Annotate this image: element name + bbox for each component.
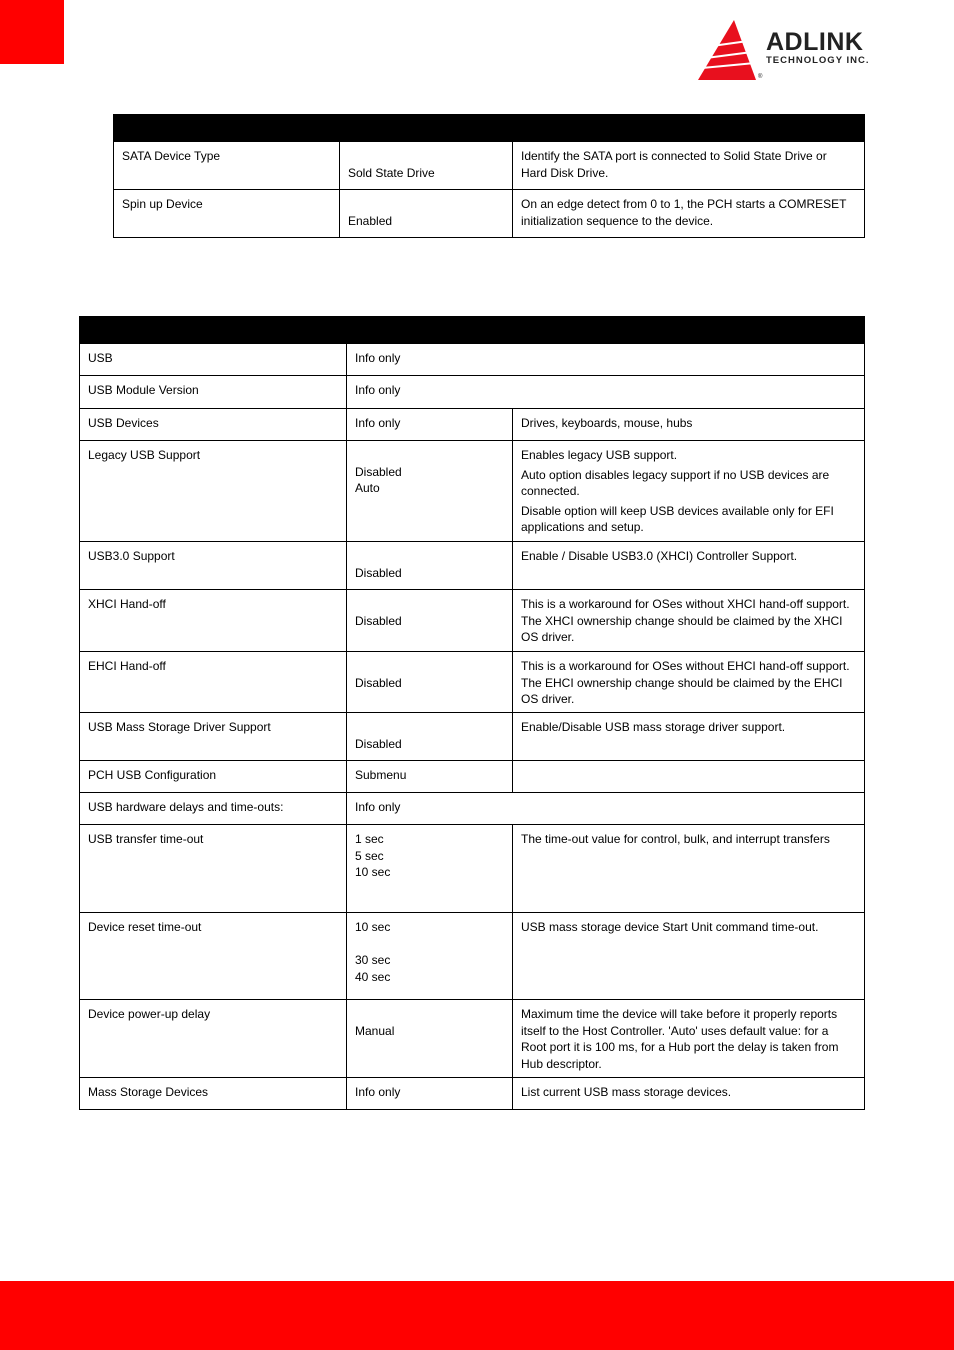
table-row — [114, 190, 865, 238]
options-cell — [347, 913, 513, 1000]
options-cell — [347, 542, 513, 590]
options-cell — [347, 344, 865, 376]
table-row — [80, 590, 865, 652]
sata-settings-table — [113, 114, 865, 238]
options-cell — [347, 713, 513, 761]
option-value: Auto — [355, 481, 380, 495]
option-value — [355, 548, 504, 565]
option-value: 5 sec — [355, 848, 384, 863]
table-row — [80, 1000, 865, 1078]
feature-cell: Device reset time-out — [80, 913, 347, 1000]
option-value: 30 sec — [355, 953, 391, 967]
feature-cell: USB3.0 Support — [80, 542, 347, 590]
description-cell — [513, 441, 865, 542]
description-text: This is a workaround for OSes without XHCI hand-off support. The XHCI ownership change should be claimed by the XHCI OS driver. — [521, 597, 850, 644]
description-text: List current USB mass storage devices. — [521, 1085, 732, 1099]
footer-band — [0, 1281, 954, 1350]
feature-cell: USB Devices — [80, 409, 347, 441]
description-cell — [513, 190, 865, 238]
option-value: Enabled — [348, 213, 393, 228]
option-value: Info only — [355, 351, 401, 365]
feature-cell: XHCI Hand-off — [80, 590, 347, 652]
table-row — [80, 409, 865, 441]
description-text: Auto option disables legacy support if no USB devices are connected. — [521, 467, 830, 498]
feature-cell: USB Module Version — [80, 376, 347, 409]
description-cell — [513, 1078, 865, 1110]
description-cell — [513, 590, 865, 652]
option-value: Info only — [355, 1085, 401, 1099]
feature-cell: PCH USB Configuration — [80, 761, 347, 793]
option-value: Info only — [355, 800, 401, 814]
option-value: 10 sec — [355, 920, 391, 934]
option-value — [355, 658, 504, 675]
option-value — [355, 936, 504, 953]
option-value — [355, 719, 504, 736]
description-text: The time-out value for control, bulk, and interrupt transfers — [521, 832, 830, 846]
table-header-bar — [114, 115, 865, 142]
option-value — [348, 196, 504, 213]
option-value: Manual — [355, 1023, 395, 1038]
description-cell — [513, 713, 865, 761]
table-row — [80, 793, 865, 825]
options-cell — [347, 1078, 513, 1110]
description-text: Maximum time the device will take before it properly reports itself to the Host Controller. 'Auto' uses default value: for a Root port it is 100 ms, for a Hub port the delay is taken from Hub descriptor. — [521, 1007, 839, 1071]
description-text: Enables legacy USB support. — [521, 448, 678, 462]
table-row — [80, 441, 865, 542]
description-cell — [513, 1000, 865, 1078]
option-value: Disabled — [355, 464, 402, 479]
options-cell — [347, 590, 513, 652]
table-row — [80, 344, 865, 376]
description-cell — [513, 652, 865, 713]
options-cell — [347, 761, 513, 793]
table-row — [80, 713, 865, 761]
description-cell — [513, 542, 865, 590]
feature-cell: USB transfer time-out — [80, 825, 347, 913]
option-value — [355, 596, 504, 613]
feature-cell: SATA Device Type — [114, 142, 340, 190]
option-value: Info only — [355, 416, 401, 430]
options-cell — [340, 190, 513, 238]
option-value — [355, 447, 504, 464]
description-cell — [513, 913, 865, 1000]
option-value: 10 sec — [355, 865, 391, 879]
description-cell — [513, 409, 865, 441]
table-row — [80, 1078, 865, 1110]
option-value: Disabled — [355, 675, 402, 690]
option-value: Disabled — [355, 613, 402, 628]
option-value — [348, 148, 504, 165]
feature-cell: EHCI Hand-off — [80, 652, 347, 713]
option-value — [355, 1006, 504, 1023]
option-value: Submenu — [355, 768, 407, 782]
description-text: Disable option will keep USB devices available only for EFI applications and setup. — [521, 503, 834, 534]
feature-cell: USB hardware delays and time-outs: — [80, 793, 347, 825]
table-row — [80, 761, 865, 793]
description-text: Identify the SATA port is connected to Solid State Drive or Hard Disk Drive. — [521, 149, 827, 180]
table-row — [80, 652, 865, 713]
option-value — [355, 881, 504, 898]
description-text: Enable / Disable USB3.0 (XHCI) Controller Support. — [521, 549, 798, 563]
description-text: On an edge detect from 0 to 1, the PCH starts a COMRESET initialization sequence to the device. — [521, 197, 847, 228]
feature-cell: USB Mass Storage Driver Support — [80, 713, 347, 761]
options-cell — [347, 441, 513, 542]
feature-cell: Legacy USB Support — [80, 441, 347, 542]
options-cell — [347, 793, 865, 825]
option-value: Info only — [355, 383, 401, 397]
options-cell — [347, 409, 513, 441]
table-row — [80, 542, 865, 590]
option-value: Sold State Drive — [348, 165, 435, 180]
description-text: Drives, keyboards, mouse, hubs — [521, 416, 693, 430]
table-header-bar — [80, 317, 865, 344]
adlink-logo — [696, 18, 908, 84]
table-row — [80, 913, 865, 1000]
options-cell — [340, 142, 513, 190]
feature-cell: Device power-up delay — [80, 1000, 347, 1078]
brand-subtitle: TECHNOLOGY INC. — [766, 55, 870, 66]
option-value: 40 sec — [355, 969, 391, 984]
table-row — [80, 825, 865, 913]
usb-settings-table — [79, 316, 865, 1110]
description-text: This is a workaround for OSes without EHCI hand-off support. The EHCI ownership change should be claimed by the EHCI OS driver. — [521, 659, 850, 706]
options-cell — [347, 825, 513, 913]
page-corner-marker — [0, 0, 64, 64]
table-row — [114, 142, 865, 190]
description-text: USB mass storage device Start Unit command time-out. — [521, 920, 819, 934]
brand-name: ADLINK — [766, 28, 864, 56]
options-cell — [347, 652, 513, 713]
options-cell — [347, 1000, 513, 1078]
feature-cell: Mass Storage Devices — [80, 1078, 347, 1110]
option-value: Disabled — [355, 565, 402, 580]
adlink-triangle-icon — [696, 18, 758, 84]
table-row — [80, 376, 865, 409]
option-value: Disabled — [355, 736, 402, 751]
options-cell — [347, 376, 865, 409]
description-cell — [513, 825, 865, 913]
description-cell — [513, 761, 865, 793]
brand-registered-mark: ® — [758, 74, 763, 80]
feature-cell: Spin up Device — [114, 190, 340, 238]
description-cell — [513, 142, 865, 190]
feature-cell: USB — [80, 344, 347, 376]
description-text: Enable/Disable USB mass storage driver support. — [521, 720, 786, 734]
option-value: 1 sec — [355, 832, 384, 846]
